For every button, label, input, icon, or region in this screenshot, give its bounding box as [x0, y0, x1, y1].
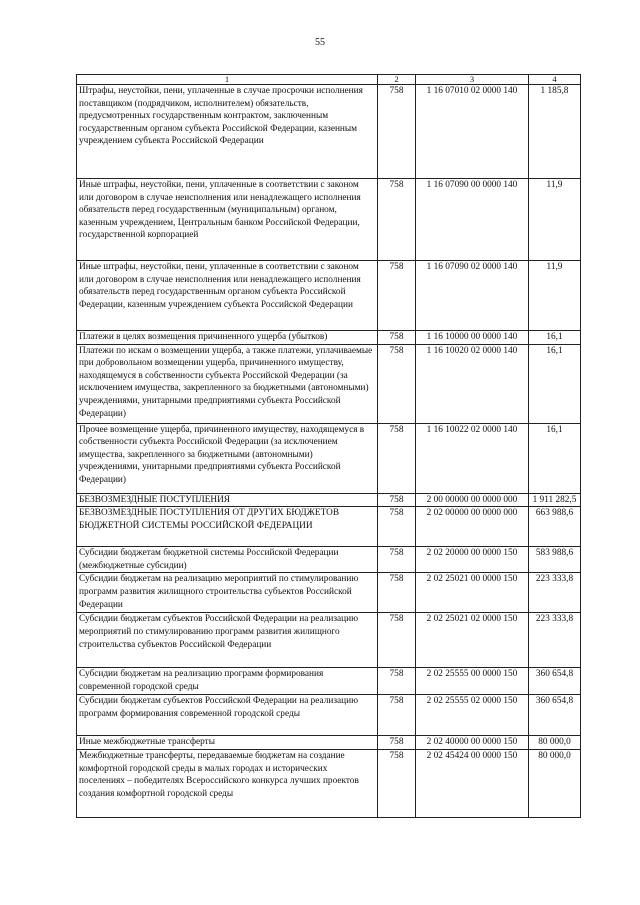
table-row [77, 261, 581, 331]
row-admin-code: 758 [378, 668, 416, 695]
table-row [77, 423, 581, 493]
row-amount: 11,9 [529, 179, 581, 261]
row-name: Прочее возмещение ущерба, причиненного имуществу, находящемуся в собственности субъекта Российской Федерации (за исключением имущества, закрепленного за бюджетными (автономными) учреждениями, унитарными предприятиями субъекта Российской Федерации) [77, 423, 378, 493]
row-admin-code: 758 [378, 493, 416, 507]
row-name: Субсидии бюджетам бюджетной системы Российской Федерации (межбюджетные субсидии) [77, 547, 378, 573]
row-admin-code: 758 [378, 573, 416, 613]
table-row [77, 749, 581, 817]
row-amount: 223 333,8 [529, 573, 581, 613]
table-row [77, 344, 581, 423]
row-admin-code: 758 [378, 423, 416, 493]
row-budget-code: 1 16 07010 02 0000 140 [416, 85, 529, 179]
row-amount: 583 988,6 [529, 547, 581, 573]
row-name: Штрафы, неустойки, пени, уплаченные в случае просрочки исполнения поставщиком (подрядчиком, исполнителем) обязательств, предусмотренных государственным контрактом, заключенным государственным органом субъекта Российской Федерации, казенным учреждением субъекта Российской Федерации [77, 85, 378, 179]
row-amount: 663 988,6 [529, 507, 581, 547]
row-budget-code: 1 16 07090 02 0000 140 [416, 261, 529, 331]
page-number: 55 [315, 37, 325, 48]
row-amount: 1 911 282,5 [529, 493, 581, 507]
row-name: Субсидии бюджетам на реализацию мероприятий по стимулированию программ развития жилищного строительства субъектов Российской Федерации [77, 573, 378, 613]
row-admin-code: 758 [378, 331, 416, 345]
row-budget-code: 1 16 07090 00 0000 140 [416, 179, 529, 261]
row-amount: 80 000,0 [529, 736, 581, 750]
row-name: БЕЗВОЗМЕЗДНЫЕ ПОСТУПЛЕНИЯ [77, 493, 378, 507]
table-row [77, 573, 581, 613]
table-row [77, 179, 581, 261]
table-row [77, 493, 581, 507]
row-name: Иные штрафы, неустойки, пени, уплаченные в соответствии с законом или договором в случае неисполнения или ненадлежащего исполнения обязательств перед государственным (муниципальным) органом, казенным учреждением, Центральным банком Российской Федерации, государственной корпорацией [77, 179, 378, 261]
table-header-row [77, 75, 581, 85]
row-amount: 1 185,8 [529, 85, 581, 179]
row-admin-code: 758 [378, 344, 416, 423]
row-admin-code: 758 [378, 85, 416, 179]
column-header-4: 4 [529, 75, 581, 85]
row-budget-code: 2 02 20000 00 0000 150 [416, 547, 529, 573]
table-row [77, 668, 581, 695]
row-name: Платежи в целях возмещения причиненного ущерба (убытков) [77, 331, 378, 345]
row-budget-code: 2 02 25021 00 0000 150 [416, 573, 529, 613]
row-admin-code: 758 [378, 736, 416, 750]
row-amount: 360 654,8 [529, 695, 581, 736]
table-row [77, 695, 581, 736]
row-admin-code: 758 [378, 547, 416, 573]
row-amount: 11,9 [529, 261, 581, 331]
table-row [77, 547, 581, 573]
row-budget-code: 2 02 25555 02 0000 150 [416, 695, 529, 736]
row-admin-code: 758 [378, 507, 416, 547]
table-row [77, 507, 581, 547]
row-admin-code: 758 [378, 613, 416, 668]
row-budget-code: 1 16 10022 02 0000 140 [416, 423, 529, 493]
row-name: Платежи по искам о возмещении ущерба, а также платежи, уплачиваемые при добровольном возмещении ущерба, причиненного имуществу, находящемуся в собственности субъекта Российской Федерации (за исключением имущества, закрепленного за бюджетными (автономными) учреждениями, унитарными предприятиями субъекта Российской Федерации) [77, 344, 378, 423]
row-amount: 16,1 [529, 331, 581, 345]
column-header-3: 3 [416, 75, 529, 85]
row-admin-code: 758 [378, 695, 416, 736]
row-budget-code: 2 00 00000 00 0000 000 [416, 493, 529, 507]
row-admin-code: 758 [378, 261, 416, 331]
table-row [77, 85, 581, 179]
row-name: Субсидии бюджетам субъектов Российской Федерации на реализацию мероприятий по стимулированию программ развития жилищного строительства субъектов Российской Федерации [77, 613, 378, 668]
row-budget-code: 2 02 45424 00 0000 150 [416, 749, 529, 817]
table-row [77, 613, 581, 668]
row-budget-code: 2 02 25555 00 0000 150 [416, 668, 529, 695]
row-amount: 360 654,8 [529, 668, 581, 695]
row-admin-code: 758 [378, 179, 416, 261]
table-row [77, 331, 581, 345]
row-amount: 80 000,0 [529, 749, 581, 817]
row-name: Иные штрафы, неустойки, пени, уплаченные в соответствии с законом или договором в случае неисполнения или ненадлежащего исполнения обязательств перед государственным органом субъекта Российской Федерации, казенным учреждением субъекта Российской Федерации [77, 261, 378, 331]
row-budget-code: 2 02 00000 00 0000 000 [416, 507, 529, 547]
row-name: Межбюджетные трансферты, передаваемые бюджетам на создание комфортной городской среды в малых городах и исторических поселениях – победителях Всероссийского конкурса лучших проектов создания комфортной городской среды [77, 749, 378, 817]
row-amount: 16,1 [529, 344, 581, 423]
row-budget-code: 1 16 10000 00 0000 140 [416, 331, 529, 345]
row-amount: 16,1 [529, 423, 581, 493]
row-budget-code: 2 02 25021 02 0000 150 [416, 613, 529, 668]
row-name: БЕЗВОЗМЕЗДНЫЕ ПОСТУПЛЕНИЯ ОТ ДРУГИХ БЮДЖЕТОВ БЮДЖЕТНОЙ СИСТЕМЫ РОССИЙСКОЙ ФЕДЕРАЦИИ [77, 507, 378, 547]
column-header-2: 2 [378, 75, 416, 85]
row-name: Иные межбюджетные трансферты [77, 736, 378, 750]
row-amount: 223 333,8 [529, 613, 581, 668]
row-budget-code: 2 02 40000 00 0000 150 [416, 736, 529, 750]
row-admin-code: 758 [378, 749, 416, 817]
table-row [77, 736, 581, 750]
revenue-table [76, 74, 581, 818]
row-name: Субсидии бюджетам субъектов Российской Федерации на реализацию программ формирования современной городской среды [77, 695, 378, 736]
row-budget-code: 1 16 10020 02 0000 140 [416, 344, 529, 423]
column-header-1: 1 [77, 75, 378, 85]
row-name: Субсидии бюджетам на реализацию программ формирования современной городской среды [77, 668, 378, 695]
